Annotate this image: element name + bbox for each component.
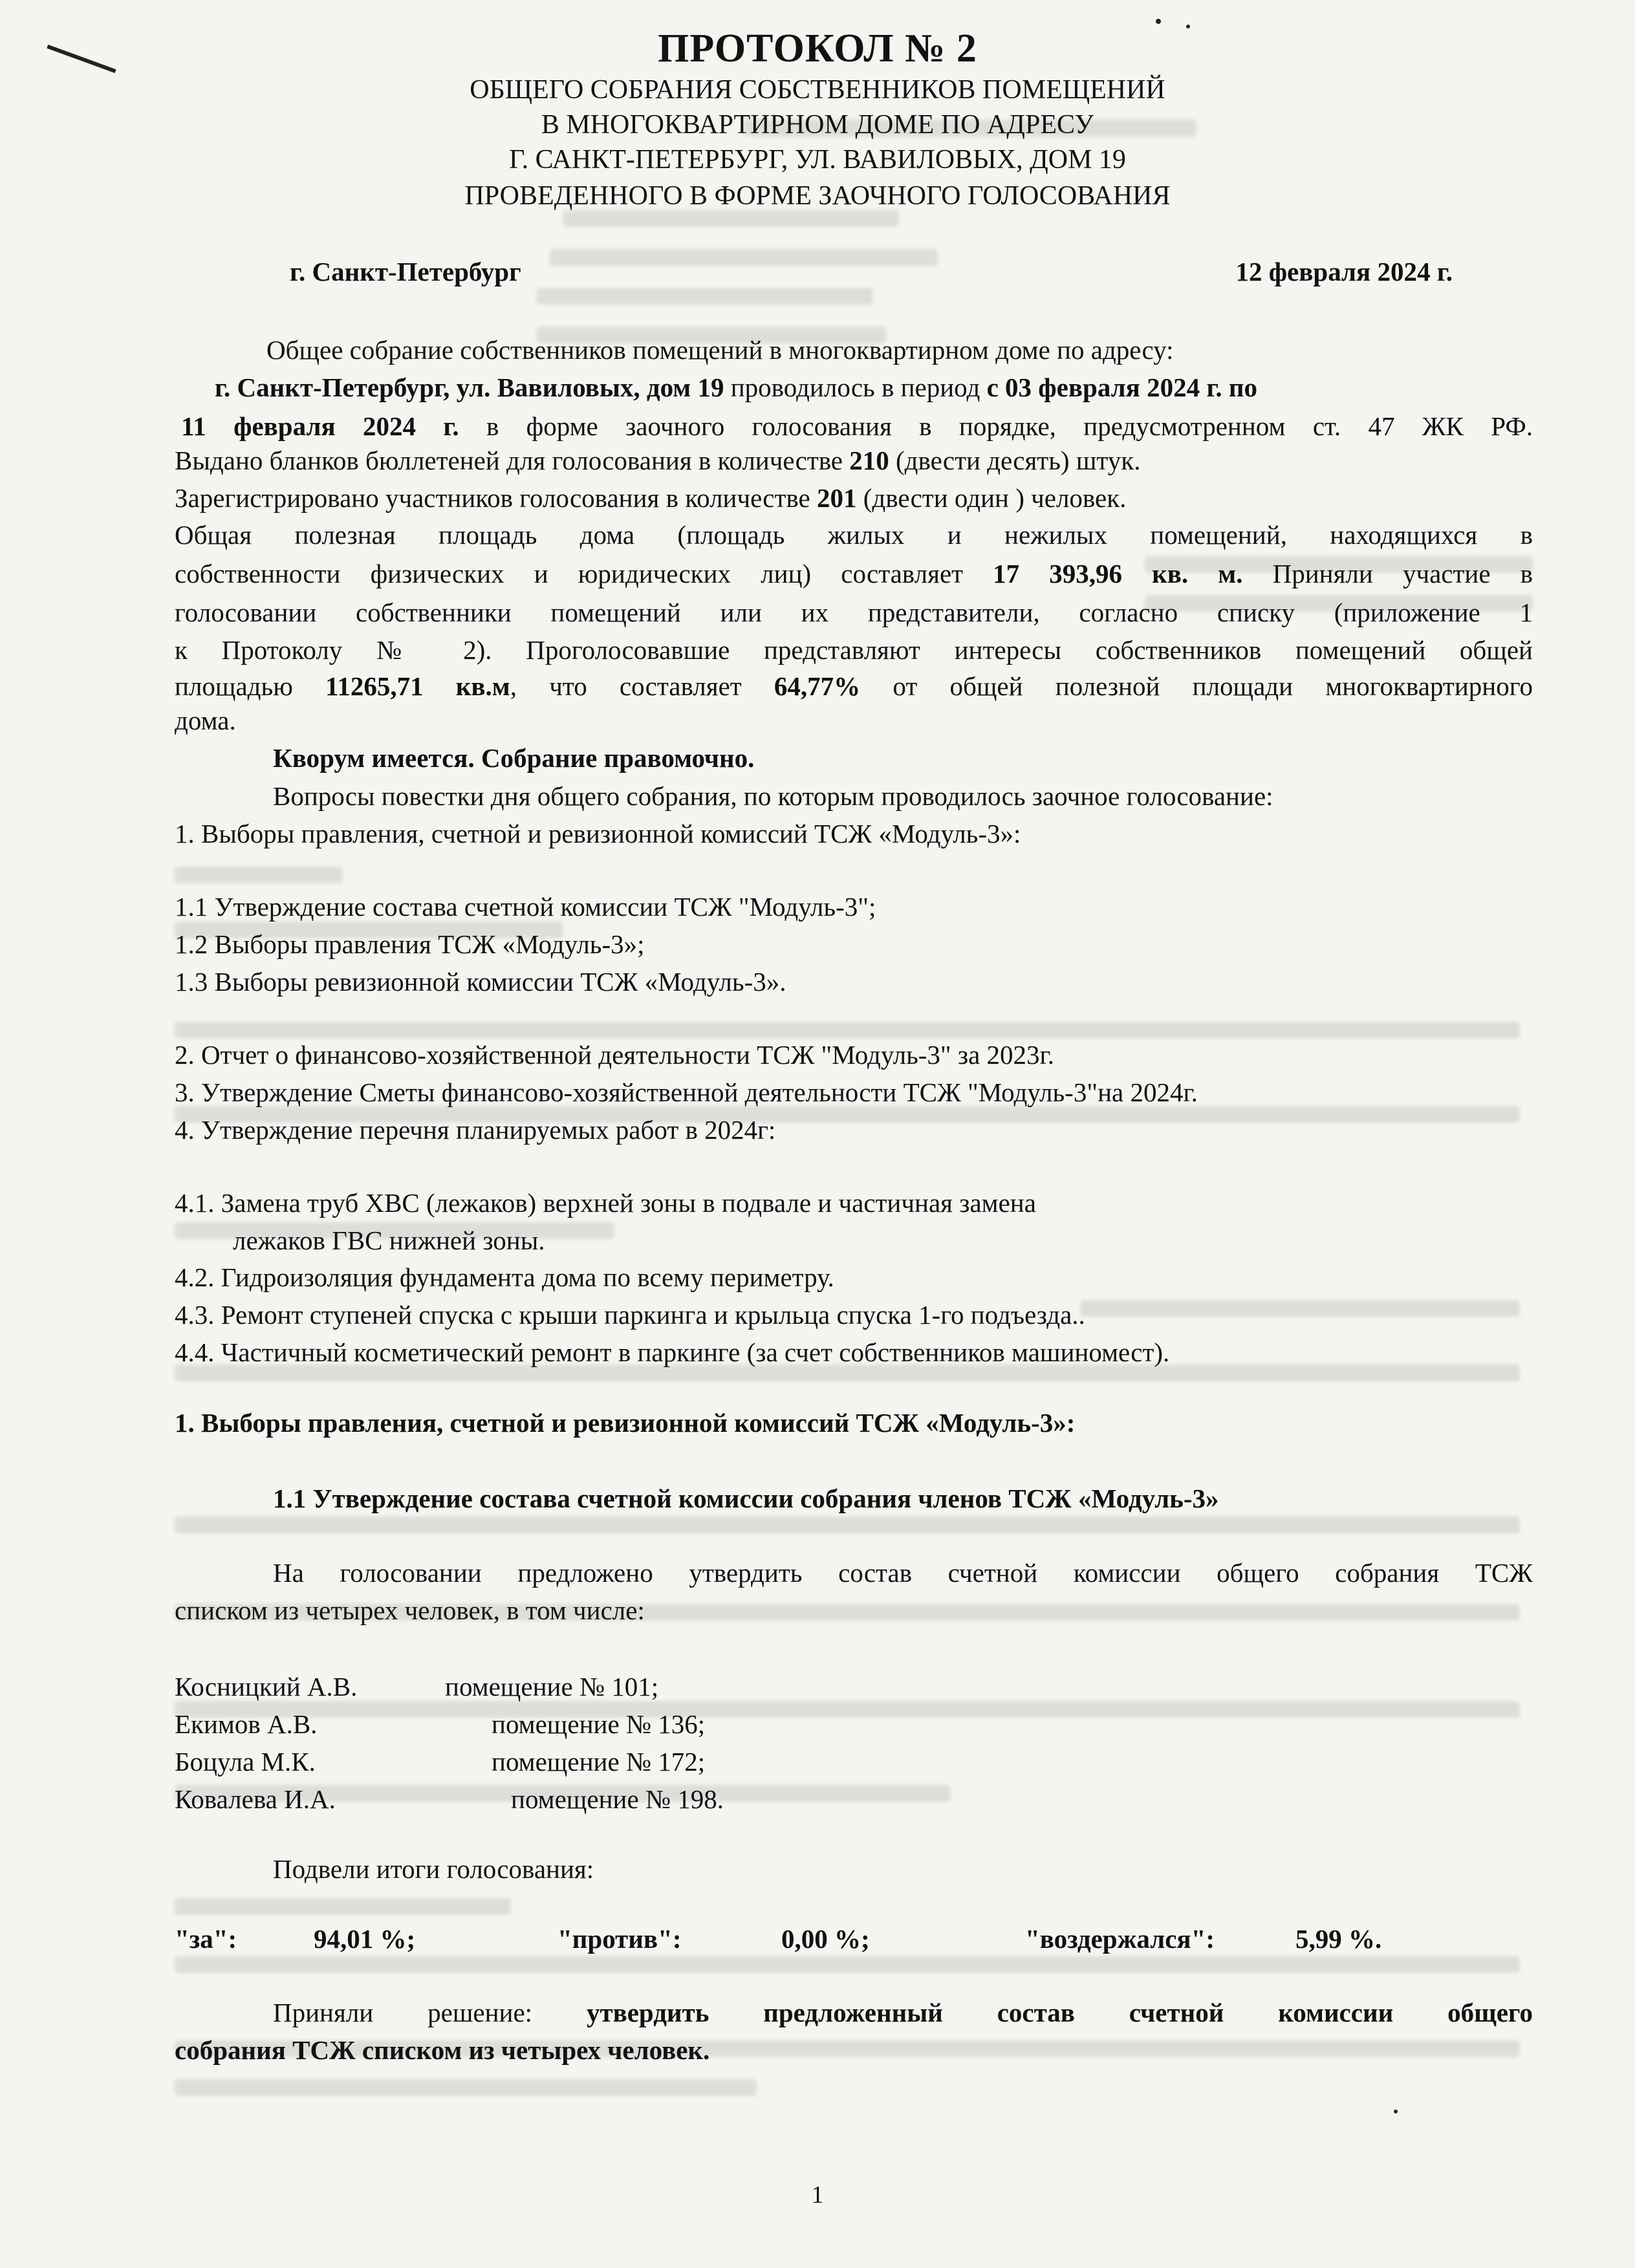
quorum-line xyxy=(273,745,754,772)
intro-text: Приняли участие в xyxy=(1242,559,1533,589)
proposal-line: На голосовании предложено утвердить состав счетной комиссии общего собрания ТСЖ xyxy=(273,1558,1533,1588)
agenda-item: 3. Утверждение Сметы финансово-хозяйственной деятельности ТСЖ "Модуль-3"на 2024г. xyxy=(175,1077,1198,1107)
page-number: 1 xyxy=(811,2181,824,2209)
decision-line xyxy=(273,1993,1533,2034)
intro-text: (двести один ) человек. xyxy=(856,483,1127,513)
agenda-item: 1.2 Выборы правления ТСЖ «Модуль-3»; xyxy=(175,929,645,959)
intro-line: к Протоколу № 2). Проголосовавшие представляют интересы собственников помещений общей xyxy=(175,635,1533,665)
intro-line: голосовании собственники помещений или их представители, согласно списку (приложение 1 xyxy=(175,598,1533,627)
document-subtitle-line: ОБЩЕГО СОБРАНИЯ СОБСТВЕННИКОВ ПОМЕЩЕНИЙ xyxy=(470,75,1165,105)
vote-abstain-label: "воздержался": xyxy=(1025,1924,1215,1954)
vote-for-label: "за": xyxy=(175,1924,237,1954)
agenda-item: 2. Отчет о финансово-хозяйственной деятельности ТСЖ "Модуль-3" за 2023г. xyxy=(175,1040,1054,1070)
document-date: 12 февраля 2024 г. xyxy=(1235,257,1453,286)
participants-count: 201 xyxy=(817,483,857,513)
ballots-count: 210 xyxy=(849,446,889,475)
agenda-item: 4. Утверждение перечня планируемых работ в 2024г: xyxy=(175,1115,776,1145)
voted-percent: 64,77% xyxy=(774,671,861,701)
member-room: помещение № 136; xyxy=(492,1709,706,1739)
intro-text: проводилось в период xyxy=(724,373,987,402)
period-start-text: с 03 февраля 2024 г. по xyxy=(986,373,1257,402)
intro-line: Общая полезная площадь дома (площадь жилых и нежилых помещений, находящихся в xyxy=(175,520,1533,550)
agenda-item: 4.3. Ремонт ступеней спуска с крыши паркинга и крыльца спуска 1-го подъезда.. xyxy=(175,1300,1085,1330)
member-name: Боцула М.К. xyxy=(175,1747,316,1777)
period-end-text: 11 февраля 2024 г. xyxy=(181,411,459,441)
intro-line xyxy=(181,406,1533,448)
agenda-item: 4.2. Гидроизоляция фундамента дома по всему периметру. xyxy=(175,1262,834,1292)
agenda-item: 1.3 Выборы ревизионной комиссии ТСЖ «Модуль-3». xyxy=(175,967,786,997)
quorum-text: . Собрание правомочно. xyxy=(468,743,755,773)
document-title: ПРОТОКОЛ № 2 xyxy=(658,27,977,70)
intro-line xyxy=(175,666,1533,707)
intro-text: площадью xyxy=(175,671,326,701)
intro-text: (двести десять) штук. xyxy=(889,446,1141,475)
decision-text: Приняли решение: xyxy=(273,1998,587,2027)
proposal-line: списком из четырех человек, в том числе: xyxy=(175,1595,645,1625)
member-room: помещение № 198. xyxy=(511,1784,724,1814)
member-room: помещение № 101; xyxy=(445,1672,659,1701)
agenda-item: лежаков ГВС нижней зоны. xyxy=(233,1226,545,1255)
intro-line xyxy=(175,554,1533,595)
agenda-item: 1.1 Утверждение состава счетной комиссии ТСЖ "Модуль-3"; xyxy=(175,892,876,922)
vote-for-value: 94,01 %; xyxy=(314,1924,416,1954)
bleed-through-texture xyxy=(175,0,1533,2225)
section-heading: 1. Выборы правления, счетной и ревизионной комиссий ТСЖ «Модуль-3»: xyxy=(175,1408,1076,1438)
scan-mark xyxy=(1156,19,1161,24)
quorum-text: Кворум имеется xyxy=(273,743,468,773)
document-subtitle-line: Г. САНКТ-ПЕТЕРБУРГ, УЛ. ВАВИЛОВЫХ, ДОМ 19 xyxy=(509,145,1126,175)
intro-text: Выдано бланков бюллетеней для голосования в количестве xyxy=(175,446,850,475)
member-name: Косницкий А.В. xyxy=(175,1672,358,1701)
decision-text: утвердить предложенный состав счетной комиссии общего xyxy=(586,1998,1533,2027)
intro-line xyxy=(175,448,1140,474)
intro-text: собственности физических и юридических лиц) составляет xyxy=(175,559,993,589)
intro-line xyxy=(175,485,1126,512)
voted-area: 11265,71 кв.м xyxy=(325,671,510,701)
intro-text: в форме заочного голосования в порядке, предусмотренном ст. 47 ЖК РФ. xyxy=(459,411,1533,441)
document-subtitle-line: В МНОГОКВАРТИРНОМ ДОМЕ ПО АДРЕСУ xyxy=(541,110,1094,140)
intro-text: , что составляет xyxy=(510,671,774,701)
agenda-item: 4.1. Замена труб ХВС (лежаков) верхней зоны в подвале и частичная замена xyxy=(175,1188,1036,1218)
member-room: помещение № 172; xyxy=(492,1747,706,1777)
document-city: г. Санкт-Петербург xyxy=(290,257,521,286)
intro-text: Зарегистрировано участников голосования в количестве xyxy=(175,483,817,513)
vote-abstain-value: 5,99 %. xyxy=(1295,1924,1382,1954)
intro-line: дома. xyxy=(175,706,236,735)
results-label: Подвели итоги голосования: xyxy=(273,1854,594,1884)
total-area: 17 393,96 кв. м. xyxy=(993,559,1243,589)
section-subheading: 1.1 Утверждение состава счетной комиссии собрания членов ТСЖ «Модуль-3» xyxy=(273,1484,1219,1513)
agenda-item: 4.4. Частичный косметический ремонт в паркинге (за счет собственников машиномест). xyxy=(175,1337,1170,1367)
decision-line: собрания ТСЖ списком из четырех человек. xyxy=(175,2035,710,2065)
member-name: Екимов А.В. xyxy=(175,1709,318,1739)
vote-against-label: "против": xyxy=(558,1924,682,1954)
member-name: Ковалева И.А. xyxy=(175,1784,336,1814)
agenda-item: 1. Выборы правления, счетной и ревизионной комиссий ТСЖ «Модуль-3»: xyxy=(175,819,1021,848)
intro-line: Общее собрание собственников помещений в многоквартирном доме по адресу: xyxy=(266,335,1174,365)
intro-text: от общей полезной площади многоквартирного xyxy=(860,671,1533,701)
vote-against-value: 0,00 %; xyxy=(781,1924,870,1954)
agenda-intro: Вопросы повестки дня общего собрания, по которым проводилось заочное голосование: xyxy=(273,781,1273,811)
address-text: г. Санкт-Петербург, ул. Вавиловых, дом 19 xyxy=(215,373,724,402)
scan-mark xyxy=(1394,2110,1398,2113)
document-subtitle-line: ПРОВЕДЕННОГО В ФОРМЕ ЗАОЧНОГО ГОЛОСОВАНИЯ xyxy=(464,181,1171,211)
intro-line xyxy=(215,374,1257,401)
